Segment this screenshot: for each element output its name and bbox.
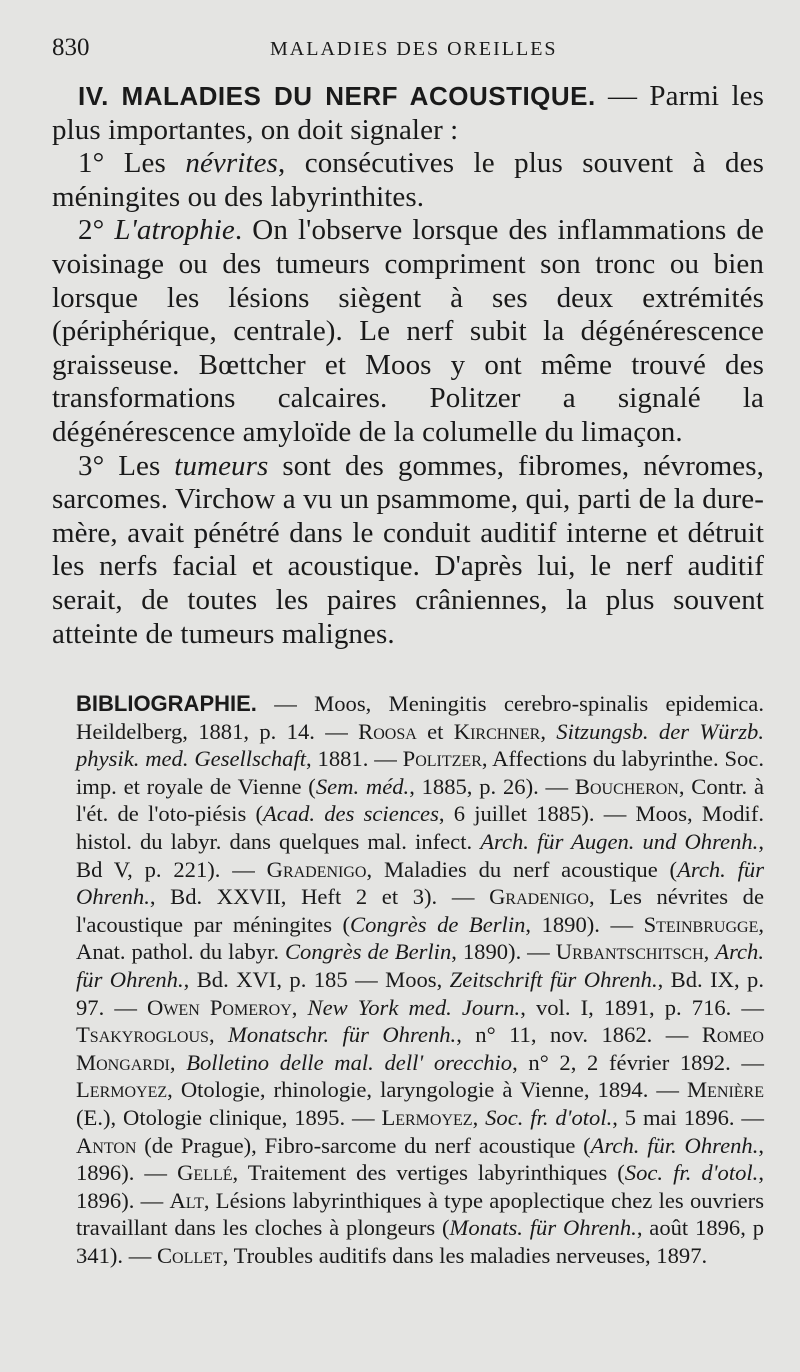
bib-text: , Anat. pathol. du labyr. (76, 911, 764, 965)
bib-author: Roosa (358, 718, 417, 744)
bib-author: Kirchner (453, 718, 541, 744)
bib-source: Acad. des sciences (262, 801, 439, 827)
bib-author: Romeo Mongardi (76, 1022, 764, 1075)
bib-author: Gellé (177, 1160, 233, 1186)
bib-text: et (416, 718, 454, 744)
bib-author: Steinbrugge (643, 911, 759, 937)
list-item-text: . On l'observe lorsque des inflammations de voisinage ou des tumeurs compriment son tronc ou bien lorsque les lésions siègent à ses deux extrémités (périphérique, centrale). Le nerf subit la dégénérescence graisseuse. Bœttcher et Moos y ont même trouvé des transformations calcaires. Politzer a signalé la dégénérescence amyloïde de la columelle du limaçon. (52, 214, 764, 448)
bib-text: — Moos, Meningitis cerebro-spinalis epidemica. Heildelberg, 1881, p. 14. — (76, 691, 764, 744)
list-item-atrophie (52, 214, 764, 449)
bib-text: , (169, 1049, 187, 1075)
bib-author: Lermoyez (381, 1105, 473, 1130)
list-item-prefix: 3° Les (78, 449, 175, 482)
section-intro-paragraph (52, 80, 764, 147)
bib-text: , vol. I, 1891, p. 716. — (520, 994, 765, 1020)
bibliography-heading: BIBLIOGRAPHIE. (76, 691, 257, 717)
bib-text: , Traitement des vertiges labyrinthiques ( (232, 1160, 625, 1186)
bib-author: Collet (156, 1242, 223, 1268)
bib-source: Zeitschrift für Ohrenh. (449, 967, 658, 993)
bib-text: , Bd V, p. 221). — (76, 829, 764, 882)
bib-source: Sem. méd. (315, 773, 410, 799)
page-number: 830 (52, 34, 90, 61)
bib-text: , Maladies du nerf acoustique ( (366, 856, 678, 882)
bib-author: Politzer (402, 746, 482, 772)
bibliography (52, 690, 764, 1269)
list-item-prefix: 2° (78, 214, 115, 247)
list-item-prefix: 1° Les (78, 147, 186, 180)
bib-author: Alt (169, 1187, 204, 1213)
bib-source: Congrès de Berlin (284, 939, 452, 965)
bib-author: Gradenigo (489, 884, 589, 910)
section-body (52, 80, 764, 651)
bib-text: , Lésions labyrinthiques à type apoplectique chez les ouvriers travaillant dans les cloches à plongeurs ( (76, 1187, 764, 1241)
bib-source: Arch. für Augen. und Ohrenh. (480, 829, 759, 855)
bib-text: , Contr. à l'ét. de l'oto-piésis ( (76, 773, 764, 827)
running-title: MALADIES DES OREILLES (270, 38, 558, 60)
list-item-text: , consécutives le plus souvent à des méningites ou des labyrinthites. (52, 147, 764, 213)
bib-text: , Les névrites de l'acoustique par méningites ( (76, 884, 765, 937)
bib-text: , Bd. IX, p. 97. — (76, 967, 764, 1020)
bib-source: Sitzungsb. der Würzb. physik. med. Gesellschaft (76, 718, 764, 772)
bib-text: , Bd. XVI, p. 185 — Moos, (183, 967, 450, 993)
list-item-term: tumeurs (174, 449, 269, 482)
section-intro: — Parmi les plus importantes, on doit signaler : (52, 80, 764, 146)
bib-author: Lermoyez (76, 1077, 168, 1103)
bib-source: Monatschr. für Ohrenh. (228, 1022, 457, 1048)
bib-source: Soc. fr. d'otol. (485, 1105, 613, 1130)
bib-author: Tsakyroglous (76, 1022, 209, 1048)
bib-text: , 5 mai 1896. — (612, 1105, 765, 1130)
bib-text: , 1881. — (306, 746, 403, 772)
list-item-term: L'atrophie (114, 214, 235, 247)
bib-author: Boucheron (574, 773, 679, 799)
bib-text: , 1890). — (451, 939, 556, 965)
bib-text: , (291, 994, 308, 1020)
bib-source: Congrès de Berlin (350, 911, 526, 937)
bib-text: , 1890). — (525, 911, 644, 937)
bib-author: Owen Pomeroy (147, 994, 292, 1020)
bib-text: , n° 2, 2 février 1892. — (512, 1049, 764, 1075)
bib-source: Arch. für Ohrenh. (76, 856, 764, 910)
bib-source: New York med. Journ. (307, 994, 521, 1020)
bib-text: , Otologie, rhinologie, laryngologie à Vienne, 1894. — (167, 1077, 688, 1103)
bib-text: , 1885, p. 26). — (409, 773, 575, 799)
bib-text: , 1896). — (76, 1132, 764, 1186)
bib-text: , 6 juillet 1885). — Moos, Modif. histol. du labyr. dans quelques mal. infect. (76, 801, 764, 855)
bib-text: , Troubles auditifs dans les maladies nerveuses, 1897. (222, 1242, 708, 1268)
bib-text: (de Prague), Fibro-sarcome du nerf acoustique ( (136, 1132, 591, 1158)
bib-text: , (208, 1022, 229, 1048)
bib-text: , Affections du labyrinthe. Soc. imp. et royale de Vienne ( (76, 746, 764, 799)
bib-author: Gradenigo (266, 856, 367, 882)
bib-source: Arch. für. Ohrenh. (590, 1132, 759, 1158)
list-item-tumeurs (52, 450, 764, 652)
bib-source: Arch. für Ohrenh. (76, 939, 764, 993)
bib-author: Menière (687, 1077, 764, 1103)
bib-source: Soc. fr. d'otol. (624, 1160, 759, 1186)
bib-text: , n° 11, nov. 1862. — (456, 1022, 702, 1048)
bib-text: , (703, 939, 716, 965)
bib-text: (E.), Otologie clinique, 1895. — (76, 1105, 382, 1130)
bib-text: , août 1896, p 341). — (76, 1215, 764, 1268)
bib-author: Anton (76, 1132, 137, 1158)
bib-text: , (540, 718, 557, 744)
running-head (52, 30, 764, 70)
bib-text: , 1896). — (76, 1160, 764, 1213)
bib-text: , Bd. XXVII, Heft 2 et 3). — (149, 884, 490, 910)
list-item-term: névrites (185, 147, 278, 180)
section-heading: IV. MALADIES DU NERF ACOUSTIQUE. (78, 81, 596, 111)
list-item-text: sont des gommes, fibromes, névromes, sarcomes. Virchow a vu un psammome, qui, parti de la dure-mère, avait pénétré dans le conduit auditif interne et détruit les nerfs facial et acoustique. D'après lui, le nerf auditif serait, de toutes les paires crâniennes, la plus souvent atteinte de tumeurs malignes. (52, 449, 764, 650)
bib-author: Urbantschitsch (555, 939, 704, 965)
bib-text: , (472, 1105, 486, 1130)
bib-source: Bolletino delle mal. dell' orecchio (186, 1049, 513, 1075)
bib-source: Monats. für Ohrenh. (449, 1215, 637, 1241)
list-item-neurites (52, 147, 764, 214)
